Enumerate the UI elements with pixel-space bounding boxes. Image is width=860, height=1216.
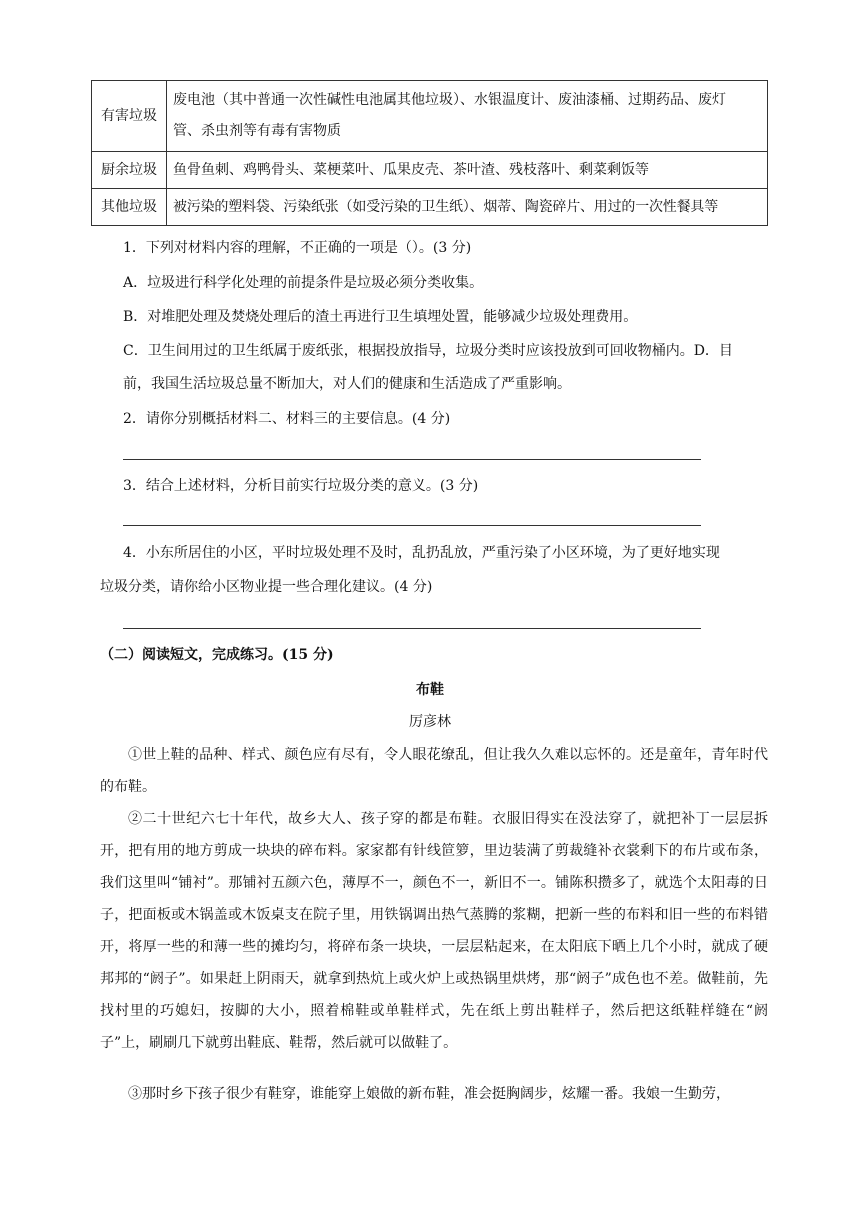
paragraph-3: ③那时乡下孩子很少有鞋穿，谁能穿上娘做的新布鞋，准会挺胸阔步，炫耀一番。我娘一生勤劳， [128,1086,730,1102]
description-cell: 鱼骨鱼刺、鸡鸭骨头、菜梗菜叶、瓜果皮壳、茶叶渣、残枝落叶、剩菜剩饭等 [167,152,768,189]
table-row [92,81,768,152]
table-row [92,152,768,189]
answer-line [123,459,701,460]
answer-line [123,525,701,526]
option-d: 前，我国生活垃圾总量不断加大，对人们的健康和生活造成了严重影响。 [123,376,571,392]
description-line: 废电池（其中普通一次性碱性电池属其他垃圾）、水银温度计、废油漆桶、过期药品、废灯 [173,92,726,108]
article-title: 布鞋 [416,682,444,698]
question-4: 4．小东所居住的小区，平时垃圾处理不及时，乱扔乱放，严重污染了小区环境，为了更好地实现 [123,545,720,561]
paragraph-2: ②二十世纪六七十年代，故乡大人、孩子穿的都是布鞋。衣服旧得实在没法穿了，就把补丁一层层拆开，把有用的地方剪成一块块的碎布料。家家都有针线笸箩，里边装满了剪裁缝补衣裳剩下的布片或布条，我们这里叫“铺衬”。那铺衬五颜六色，薄厚不一，颜色不一，新旧不一。铺陈积攒多了，就选个太阳毒的日子，把面板或木锅盖或木饭桌支在院子里，用铁锅调出热气蒸腾的浆糊，把新一些的布料和旧一些的布料错开，将厚一些的和薄一些的摊均匀，将碎布条一块块，一层层粘起来，在太阳底下晒上几个小时，就成了硬邦邦的“阏子”。如果赶上阴雨天，就拿到热炕上或火炉上或热锅里烘烤，那“阏子”成色也不差。做鞋前，先找村里的巧媳妇，按脚的大小，照着棉鞋或单鞋样式，先在纸上剪出鞋样子，然后把这纸鞋样缝在“阏子”上，刷刷几下就剪出鞋底、鞋帮，然后就可以做鞋了。 [100,811,768,1051]
table-row [92,189,768,226]
option-b: B．对堆肥处理及焚烧处理后的渣土再进行卫生填埋处置，能够减少垃圾处理费用。 [123,309,638,325]
section-heading: （二）阅读短文，完成练习。(15 分) [100,647,334,663]
option-a: A．垃圾进行科学化处理的前提条件是垃圾必须分类收集。 [123,275,484,291]
paragraph-1: ①世上鞋的品种、样式、颜色应有尽有，令人眼花缭乱，但让我久久难以忘怀的。还是童年，青年时代的布鞋。 [100,747,768,795]
category-cell: 其他垃圾 [92,189,167,226]
question-1: 1．下列对材料内容的理解，不正确的一项是（）。(3 分) [123,240,472,256]
description-cell: 被污染的塑料袋、污染纸张（如受污染的卫生纸）、烟蒂、陶瓷碎片、用过的一次性餐具等 [167,189,768,226]
option-c: C．卫生间用过的卫生纸属于废纸张，根据投放指导，垃圾分类时应该投放到可回收物桶内。D．目 [123,343,733,359]
question-3: 3．结合上述材料，分析目前实行垃圾分类的意义。(3 分) [123,478,479,494]
category-cell: 有害垃圾 [92,81,167,152]
waste-classification-table [91,80,768,226]
category-cell: 厨余垃圾 [92,152,167,189]
description-line: 管、杀虫剂等有毒有害物质 [173,123,341,139]
description-cell [167,81,768,152]
answer-line [123,628,701,629]
question-2: 2．请你分别概括材料二、材料三的主要信息。(4 分) [123,411,451,427]
article-author: 厉彦林 [409,714,451,730]
question-4-cont: 垃圾分类，请你给小区物业提一些合理化建议。(4 分) [100,579,433,595]
